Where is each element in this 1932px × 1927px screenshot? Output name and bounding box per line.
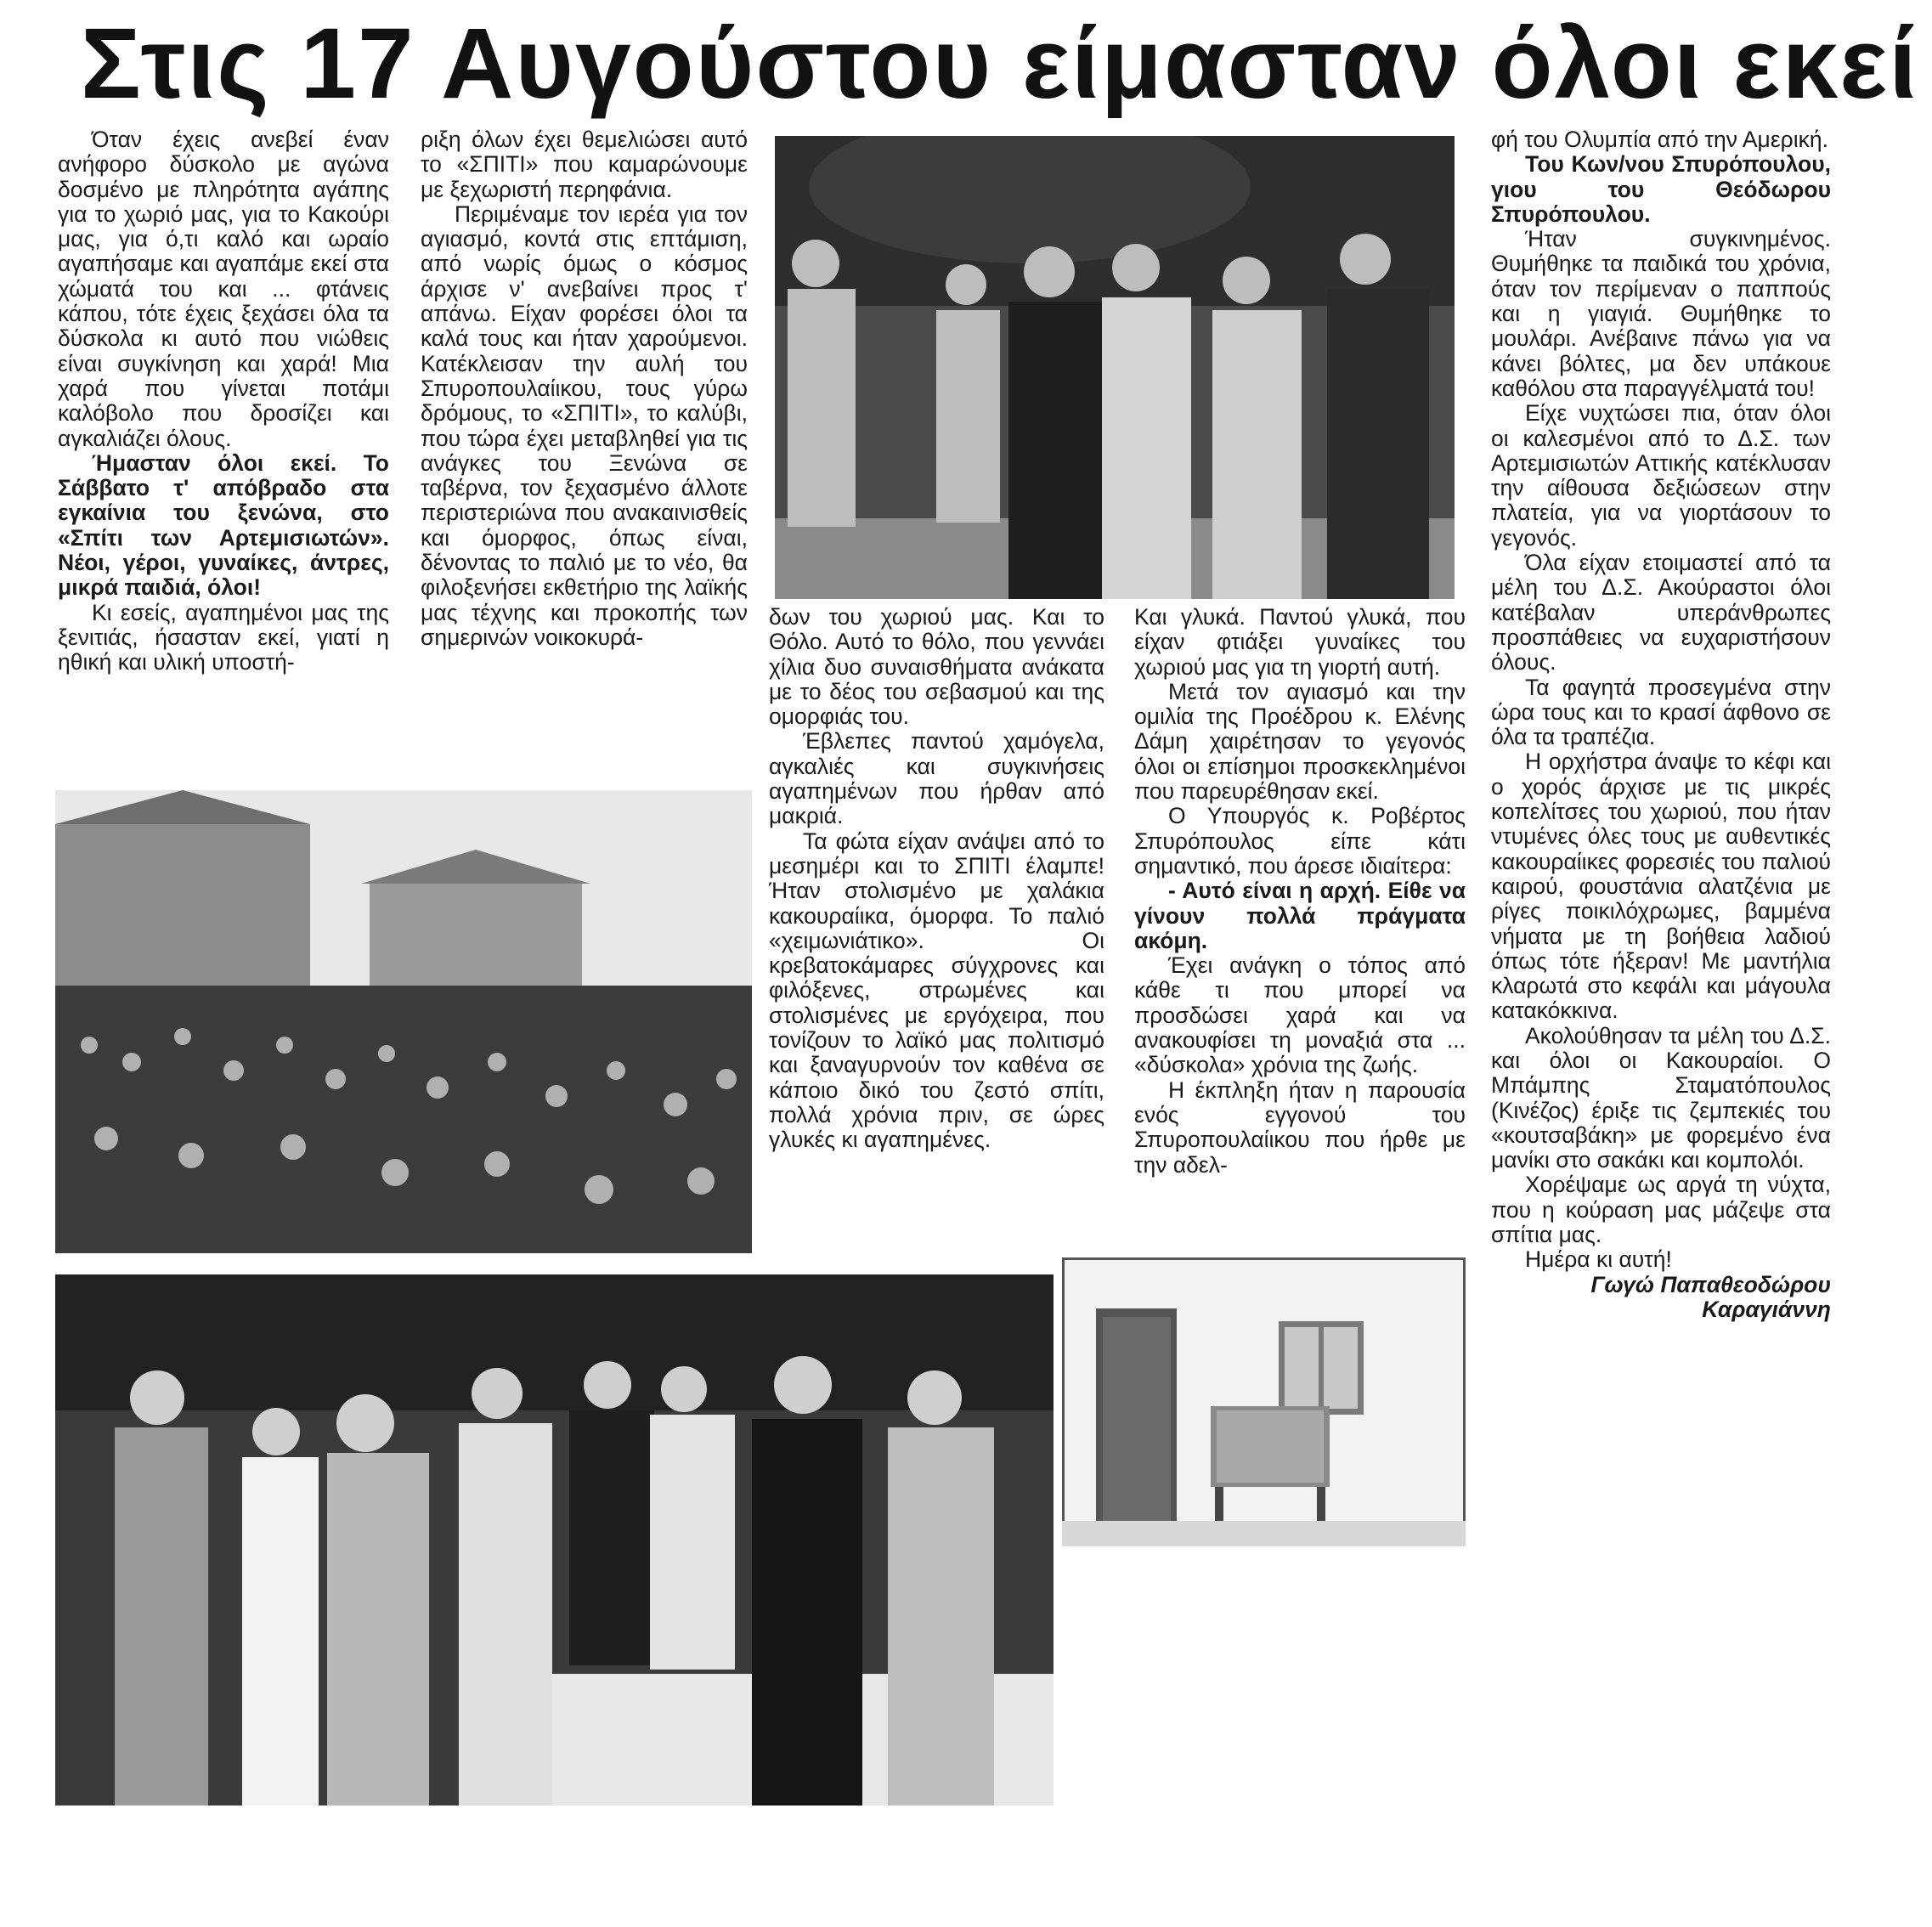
paragraph: Περιμέναμε τον ιερέα για τον αγιασμό, κοντά στις επτάμιση, από νωρίς όμως ο κόσμος άρχισε ν' ανεβαίνει προς τ' απάνω. Είχαν φορέσει όλοι τα καλά τους και ήταν χαρούμενοι. Κατέκλεισαν την αυλή του Σπυροπουλαίικου, τους γύρω δρόμους, το «ΣΠΙΤΙ», το καλύβι, που τώρα έχει μεταβληθεί για τις ανάγκες του Ξενώνα σε ταβέρνα, τον ξεχασμένο άλλοτε περιστεριώνα που ανακαινισθείς και όμορφος, όπως είναι, δένοντας το παλιό με το νέο, θα φιλοξενήσει εκθετήριο της λαϊκής μας τέχνης και προκοπής των σημερινών νοικοκυρά- (421, 201, 748, 650)
photo-guest-room-image (1062, 1257, 1466, 1546)
photo-guest-room (1062, 1257, 1466, 1546)
paragraph: Όλα είχαν ετοιμαστεί από τα μέλη του Δ.Σ. Ακούραστοι όλοι κατέβαλαν υπεράνθρωπες προσπάθειες να ευχαριστήσουν όλους. (1491, 550, 1831, 675)
paragraph: Κι εσείς, αγαπημένοι μας της ξενιτιάς, ήσασταν εκεί, γιατί η ηθική και υλική υποστή- (58, 599, 389, 675)
column-4 (1134, 605, 1466, 1178)
photo-officials-speech (775, 136, 1455, 599)
paragraph: Του Κων/νου Σπυρόπουλου, γιου του Θεόδωρου Σπυρόπουλου. (1491, 151, 1831, 227)
column-2 (421, 127, 748, 650)
paragraph: - Αυτό είναι η αρχή. Είθε να γίνουν πολλά πράγματα ακόμη. (1134, 878, 1466, 953)
paragraph: ριξη όλων έχει θεμελιώσει αυτό το «ΣΠΙΤΙ» που καμαρώνουμε με ξεχωριστή περηφάνια. (421, 127, 748, 202)
paragraph: Έχει ανάγκη ο τόπος από κάθε τι που μπορεί να προσδώσει χαρά και να ανακουφίσει τη μοναξιά στα ... «δύσκολα» χρόνια της ζωής. (1134, 952, 1466, 1078)
paragraph: δων του χωριού μας. Και το Θόλο. Αυτό το θόλο, που γεννάει χίλια δυο συναισθήματα ανάκατα με το δέος του σεβασμού και της ομορφιάς του. (769, 604, 1104, 730)
headline: Στις 17 Αυγούστου είμασταν όλοι εκεί (81, 8, 1919, 120)
paragraph: Μετά τον αγιασμό και την ομιλία της Προέδρου κ. Ελένης Δάμη χαιρέτησαν το γεγονός όλοι οι επίσημοι προσκεκλημένοι που παρευρέθησαν εκεί. (1134, 678, 1466, 805)
photo-officials-speech-image (775, 136, 1455, 599)
paragraph: φή του Ολυμπία από την Αμερική. (1491, 127, 1828, 152)
paragraph: Ήταν συγκινημένος. Θυμήθηκε τα παιδικά του χρόνια, όταν τον περίμεναν ο παππούς και η γιαγιά. Θυμήθηκε το μουλάρι. Ανέβαινε πάνω για να κάνει βόλτες, μα δεν υπάκουε καθόλου στα παραγγέλματά του! (1491, 226, 1831, 401)
paragraph: Ήμασταν όλοι εκεί. Το Σάββατο τ' απόβραδο στα εγκαίνια του ξενώνα, στο «Σπίτι των Αρτεμισιωτών». Νέοι, γέροι, γυναίκες, άντρες, μικρά παιδιά, όλοι! (58, 449, 389, 601)
photo-crowd-courtyard-image (55, 790, 752, 1253)
column-1 (58, 127, 389, 675)
photo-crowd-courtyard (55, 790, 752, 1253)
paragraph: Τα φαγητά προσεγμένα στην ώρα τους και το κρασί άφθονο σε όλα τα τραπέζια. (1491, 674, 1831, 750)
column-3 (769, 605, 1104, 1153)
photo-guests-applauding-image (55, 1274, 1054, 1806)
paragraph: Τα φώτα είχαν ανάψει από το μεσημέρι και το ΣΠΙΤΙ έλαμπε! Ήταν στολισμένο με χαλάκια κακουραίικα, όμορφα. Το παλιό «χειμωνιάτικο». Οι κρεβατοκάμαρες σύγχρονες και φιλόξενες, στρωμένες και στολισμένες με εργόχειρα, που τονίζουν το λαϊκό μας πολιτισμό και ξαναγυρνούν τον καθένα σε κάποιο δικό του ζεστό σπίτι, πολλά χρόνια πριν, σε ώρες γλυκές κι αγαπημένες. (769, 828, 1104, 1153)
paragraph: Είχε νυχτώσει πια, όταν όλοι οι καλεσμένοι από το Δ.Σ. των Αρτεμισιωτών Αττικής κατέκλυσαν την αίθουσα δεξιώσεων στην πλατεία, για να γιορτάσουν το γεγονός. (1491, 400, 1831, 551)
paragraph: Ακολούθησαν τα μέλη του Δ.Σ. και όλοι οι Κακουραίοι. Ο Μπάμπης Σταματόπουλος (Κινέζος) έριξε τις ζεμπεκιές του «κουτσαβάκη» με φορεμένο ένα μανίκι στο σακάκι και κομπολόι. (1491, 1022, 1831, 1173)
paragraph: Η έκπληξη ήταν η παρουσία ενός εγγονού του Σπυροπουλαίικου που ήρθε με την αδελ- (1134, 1077, 1466, 1178)
author-surname: Καραγιάννη (1702, 1296, 1831, 1322)
paragraph: Έβλεπες παντού χαμόγελα, αγκαλιές και συγκινήσεις αγαπημένων που ήρθαν από μακριά. (769, 728, 1104, 829)
paragraph: Και γλυκά. Παντού γλυκά, που είχαν φτιάξει γυναίκες του χωριού μας για τη γιορτή αυτή. (1134, 604, 1466, 680)
author-name: Γωγώ Παπαθεοδώρου (1590, 1271, 1831, 1297)
paragraph: Η ορχήστρα άναψε το κέφι και ο χορός άρχισε με τις μικρές κοπελίτσες του χωριού, που ήταν ντυμένες όλες τους με αυθεντικές κακουραίικες φορεσιές του παλιού καιρού, φουστάνια αλατζένια με ρίγες ποικιλόχρωμες, βαμμένα νήματα με τη βοήθεια λαδιού όπως τότε ήξεραν! Με μαντήλια κλαρωτά στο κεφάλι και μάγουλα κατακόκκινα. (1491, 749, 1831, 1024)
paragraph: Χορέψαμε ως αργά τη νύχτα, που η κούραση μας μάζεψε στα σπίτια μας. (1491, 1172, 1831, 1248)
paragraph: Ημέρα κι αυτή! (1525, 1246, 1672, 1273)
paragraph: Όταν έχεις ανεβεί έναν ανήφορο δύσκολο με αγώνα δοσμένο με πληρότητα αγάπης για το χωριό μας, για το Κακούρι μας, για ό,τι καλό και ωραίο αγαπήσαμε και αγαπάμε εκεί στα χώματά του και ... φτάνεις κάπου, τότε έχεις ξεχάσει όλα τα δύσκολα κι αυτό που νιώθεις είναι συγκίνηση και χαρά! Μια χαρά που γίνεται ποτάμι καλόβολο που δροσίζει και αγκαλιάζει όλους. (58, 127, 389, 451)
paragraph: Ο Υπουργός κ. Ροβέρτος Σπυρόπουλος είπε κάτι σημαντικό, που άρεσε ιδιαίτερα: (1134, 803, 1466, 879)
column-5 (1491, 127, 1831, 1322)
photo-guests-applauding (55, 1274, 1054, 1806)
